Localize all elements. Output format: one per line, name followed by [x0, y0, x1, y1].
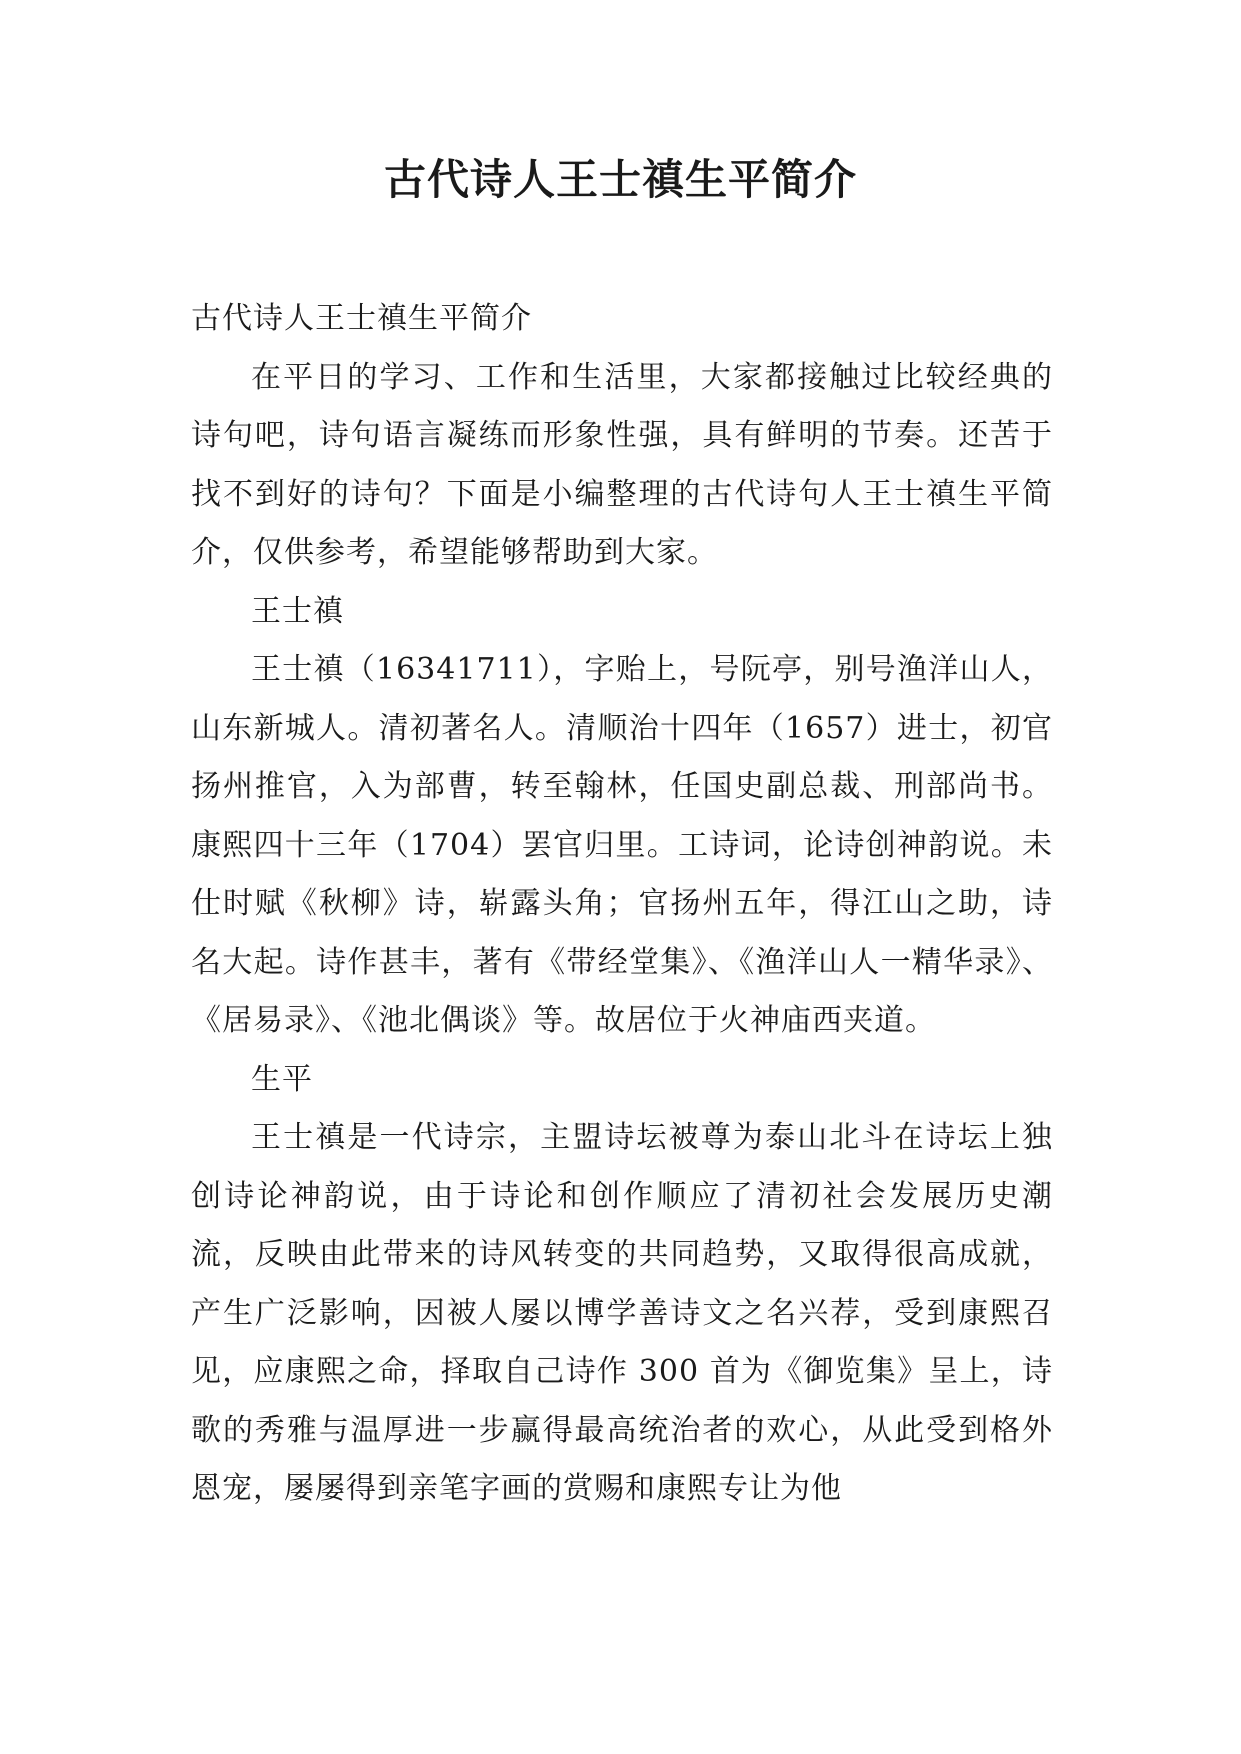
section-heading-life: 生平: [251, 1061, 313, 1097]
body-heading: 古代诗人王士禛生平简介: [191, 301, 532, 336]
intro-paragraph: 在平日的学习、工作和生活里，大家都接触过比较经典的诗句吧，诗句语言凝练而形象性强，具有鲜明的节奏。还苦于找不到好的诗句？下面是小编整理的古代诗句人王士禛生平简介，仅供参考，希望能够帮助到大家。: [191, 359, 1053, 570]
life-paragraph: 王士禛是一代诗宗，主盟诗坛被尊为泰山北斗在诗坛上独创诗论神韵说，由于诗论和创作顺应了清初社会发展历史潮流，反映由此带来的诗风转变的共同趋势，又取得很高成就，产生广泛影响，因被人屡以博学善诗文之名兴荐，受到康熙召见，应康熙之命，择取自己诗作 300 首为《御览集》呈上，诗歌的秀雅与温厚进一步赢得最高统治者的欢心，从此受到格外恩宠，屡屡得到亲笔字画的赏赐和康熙专让为他: [191, 1120, 1053, 1506]
page-title: 古代诗人王士禛生平简介: [383, 155, 857, 204]
document-body: [191, 290, 1053, 1519]
section-heading-name: 王士禛: [251, 593, 344, 629]
biography-paragraph: 王士禛（16341711），字贻上，号阮亭，别号渔洋山人，山东新城人。清初著名人。清顺治十四年（1657）进士，初官扬州推官，入为部曹，转至翰林，任国史副总裁、刑部尚书。康熙四十三年（1704）罢官归里。工诗词，论诗创神韵说。未仕时赋《秋柳》诗，崭露头角；官扬州五年，得江山之助，诗名大起。诗作甚丰，著有《带经堂集》、《渔洋山人一精华录》、《居易录》、《池北偶谈》等。故居位于火神庙西夹道。: [191, 652, 1053, 1038]
